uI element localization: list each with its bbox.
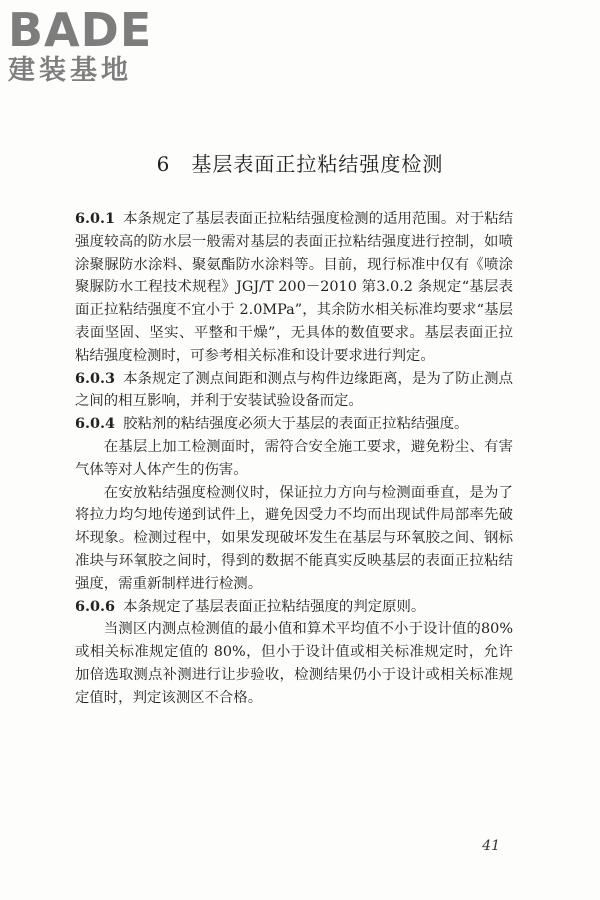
clause-6-0-3 (75, 368, 513, 414)
clause-6-0-1 (75, 208, 513, 368)
clause-text: 本条规定了基层表面正拉粘结强度的判定原则。 (123, 598, 426, 615)
section-body (75, 208, 513, 710)
clause-number: 6.0.3 (75, 369, 116, 387)
paragraph: 在基层上加工检测面时，需符合安全施工要求，避免粉尘、有害气体等对人体产生的伤害。 (75, 438, 513, 478)
section-title: 6 基层表面正拉粘结强度检测 (156, 152, 444, 176)
clause-6-0-4 (75, 413, 513, 436)
clause-text: 胶粘剂的粘结强度必须大于基层的表面正拉粘结强度。 (123, 416, 469, 433)
clause-number: 6.0.4 (75, 415, 116, 433)
paragraph: 当测区内测点检测值的最小值和算术平均值不小于设计值的80%或相关标准规定值的 80%，但小于设计值或相关标准规定时，允许加倍选取测点补测进行让步验收，检测结果仍小于设计或相关标准规定值时，判定该测区不合格。 (75, 621, 513, 706)
clause-number: 6.0.1 (75, 210, 116, 227)
clause-number: 6.0.6 (75, 597, 116, 615)
clause-text: 本条规定了测点间距和测点与构件边缘距离，是为了防止测点之间的相互影响，并利于安装试验设备而定。 (75, 370, 513, 410)
bade-logo (8, 3, 183, 86)
paragraph: 在安放粘结强度检测仪时，保证拉力方向与检测面垂直，是为了将拉力均匀地传递到试件上，避免因受力不均而出现试件局部率先破坏现象。检测过程中，如果发现破坏发生在基层与环氧胶之间、钢标准块与环氧胶之间时，得到的数据不能真实反映基层的表面正拉粘结强度，需重新制样进行检测。 (75, 484, 513, 592)
clause-6-0-6 (75, 596, 513, 619)
logo-subtitle: 建装基地 (8, 55, 132, 86)
clause-text: 本条规定了基层表面正拉粘结强度检测的适用范围。对于粘结强度较高的防水层一般需对基层的表面正拉粘结强度进行控制，如喷涂聚脲防水涂料、聚氨酯防水涂料等。目前，现行标准中仅有《喷涂聚脲防水工程技术规程》JGJ/T 200－2010 第3.0.2 条规定“基层表面正拉粘结强度不宜小于 2.0MPa”，其余防水相关标准均要求“基层表面坚固、坚实、平整和干燥”，无具体的数值要求。基层表面正拉粘结强度检测时，可参考相关标准和设计要求进行判定。 (75, 211, 513, 364)
page-number: 41 (482, 838, 500, 854)
logo-wordmark: BADE (8, 3, 153, 57)
